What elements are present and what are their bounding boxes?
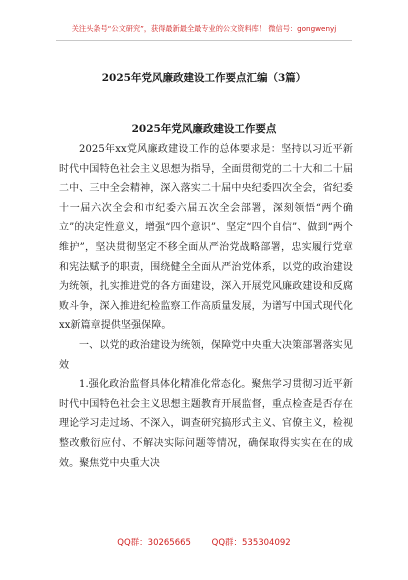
footer-contact <box>0 536 408 548</box>
document-title: 2025年党风廉政建设工作要点汇编（3篇） <box>101 72 307 84</box>
header-banner: 关注头条号“公文研究”，获得最新最全最专业的公文资料库！ 微信号：gongwenyj <box>71 24 337 33</box>
document-body <box>59 140 353 473</box>
body-paragraph: 2025年xx党风廉政建设工作的总体要求是：坚持以习近平新时代中国特色社会主义思想为指导，全面贯彻党的二十大和二十届二中、三中全会精神，深入落实二十届中央纪委四次全会，省纪委十一届六次全会和市纪委六届五次全会部署，深刻领悟“两个确立”的决定性意义，增强“四个意识”、坚定“四个自信”、做到“两个维护”，坚决贯彻坚定不移全面从严治党战略部署，忠实履行党章和宪法赋予的职责，围绕健全全面从严治党体系，以党的政治建设为统领，扎实推进党的各方面建设，深入开展党风廉政建设和反腐败斗争，深入推进纪检监察工作高质量发展，为谱写中国式现代化xx新篇章提供坚强保障。 <box>59 144 353 332</box>
section-title: 2025年党风廉政建设工作要点 <box>131 123 277 135</box>
section-heading: 一、以党的政治建设为统领，保障党中央重大决策部署落实见效 <box>59 339 353 371</box>
footer-qq-group-2: QQ群：535304092 <box>211 538 291 548</box>
footer-qq-group-1: QQ群：30265665 <box>117 538 191 548</box>
header-divider <box>56 40 352 41</box>
body-paragraph: 1.强化政治监督具体化精准化常态化。聚焦学习贯彻习近平新时代中国特色社会主义思想主题教育开展监督，重点检查是否存在理论学习走过场、不深入，调查研究搞形式主义、官僚主义，检视整改敷衍应付、不解决实际问题等情况，确保取得实实在在的成效。聚焦党中央重大决 <box>59 379 353 469</box>
